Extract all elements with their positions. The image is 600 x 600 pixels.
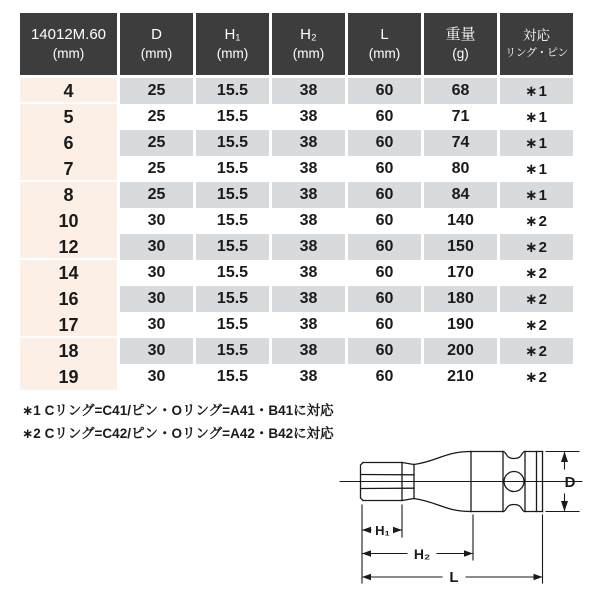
col-header-weight: 重量 (g) [424,13,497,75]
footnotes [22,399,334,445]
row-l: 60 [375,316,394,333]
spec-table [20,13,573,390]
row-h1: 15.5 [216,108,249,125]
row-size: 7 [20,156,117,182]
row-h1: 15.5 [196,130,269,156]
table-body [20,78,573,390]
row-weight: 150 [424,234,497,260]
row-ring: ∗1 [500,130,573,156]
row-l: 60 [348,338,421,364]
row-size: 17 [20,312,117,338]
row-size: 12 [20,234,117,260]
table-row [20,156,573,182]
row-h1: 15.5 [216,368,249,385]
label-d: D [564,474,576,491]
row-size: 4 [20,78,117,104]
row-h2: 38 [299,212,318,229]
row-weight: 84 [424,182,497,208]
table-row [20,260,573,286]
table-row [20,182,573,208]
row-size: 5 [20,104,117,130]
row-d: 25 [147,160,166,177]
col-header-l: L (mm) [348,13,421,75]
footnote-1: ∗1 Cリング=C41/ピン・Oリング=A41・B41に対応 [22,403,334,418]
row-size: 19 [20,364,117,390]
table-row [20,338,573,364]
row-weight: 71 [451,108,470,125]
row-h1: 15.5 [196,286,269,312]
row-d: 25 [120,182,193,208]
row-h2: 38 [299,108,318,125]
row-weight: 180 [424,286,497,312]
row-h2: 38 [299,316,318,333]
row-d: 30 [147,316,166,333]
row-l: 60 [348,130,421,156]
row-size: 16 [20,286,117,312]
table-row [20,312,573,338]
row-h2: 38 [299,264,318,281]
label-h2: H₂ [413,546,431,562]
row-l: 60 [348,78,421,104]
row-weight: 74 [424,130,497,156]
row-h2: 38 [299,160,318,177]
footnote-2: ∗2 Cリング=C42/ピン・Oリング=A42・B42に対応 [22,426,334,441]
row-weight: 170 [447,264,474,281]
table-row [20,130,573,156]
row-d: 30 [120,234,193,260]
dimension-diagram [330,436,596,600]
row-l: 60 [375,160,394,177]
row-ring: ∗2 [525,317,548,334]
row-d: 30 [147,264,166,281]
row-ring: ∗1 [500,182,573,208]
row-h2: 38 [272,130,345,156]
model-number: 14012M.60 [30,26,107,44]
row-h1: 15.5 [196,338,269,364]
row-h2: 38 [272,286,345,312]
table-row [20,78,573,104]
row-size: 10 [20,208,117,234]
row-l: 60 [348,182,421,208]
row-d: 25 [120,130,193,156]
row-l: 60 [375,368,394,385]
col-header-h2: H₂ (mm) [272,13,345,75]
row-h2: 38 [272,182,345,208]
row-h1: 15.5 [216,212,249,229]
socket-drawing [330,436,596,598]
row-weight: 80 [451,160,470,177]
row-l: 60 [375,212,394,229]
row-ring: ∗2 [525,213,548,230]
row-ring: ∗1 [500,78,573,104]
table-row [20,234,573,260]
row-size: 6 [20,130,117,156]
row-h2: 38 [272,234,345,260]
row-weight: 200 [424,338,497,364]
row-weight: 190 [447,316,474,333]
row-h1: 15.5 [196,234,269,260]
col-header-ring-pin: 対応 リング・ピン [500,13,573,75]
col-header-d: D (mm) [120,13,193,75]
row-h1: 15.5 [216,264,249,281]
row-size: 14 [20,260,117,286]
row-weight: 140 [447,212,474,229]
row-d: 30 [147,212,166,229]
row-size: 8 [20,182,117,208]
row-h1: 15.5 [196,78,269,104]
row-d: 30 [120,286,193,312]
row-l: 60 [348,234,421,260]
row-ring: ∗2 [500,286,573,312]
row-l: 60 [375,108,394,125]
row-d: 25 [120,78,193,104]
table-row [20,208,573,234]
row-h1: 15.5 [216,160,249,177]
label-l: L [449,569,459,586]
row-l: 60 [375,264,394,281]
col-header-h1: H₁ (mm) [196,13,269,75]
table-row [20,364,573,390]
row-l: 60 [348,286,421,312]
table-row [20,286,573,312]
row-ring: ∗2 [500,338,573,364]
row-ring: ∗2 [525,265,548,282]
row-d: 25 [147,108,166,125]
row-ring: ∗1 [525,161,548,178]
table-row [20,104,573,130]
row-h1: 15.5 [216,316,249,333]
row-weight: 68 [424,78,497,104]
row-ring: ∗1 [525,109,548,126]
row-h2: 38 [272,338,345,364]
row-ring: ∗2 [500,234,573,260]
row-d: 30 [147,368,166,385]
row-weight: 210 [447,368,474,385]
row-d: 30 [120,338,193,364]
row-h1: 15.5 [196,182,269,208]
row-h2: 38 [299,368,318,385]
row-ring: ∗2 [525,369,548,386]
row-size: 18 [20,338,117,364]
label-h1: H₁ [375,523,390,538]
table-header [20,13,573,75]
row-h2: 38 [272,78,345,104]
col-header-model: 14012M.60 (mm) [20,13,117,75]
